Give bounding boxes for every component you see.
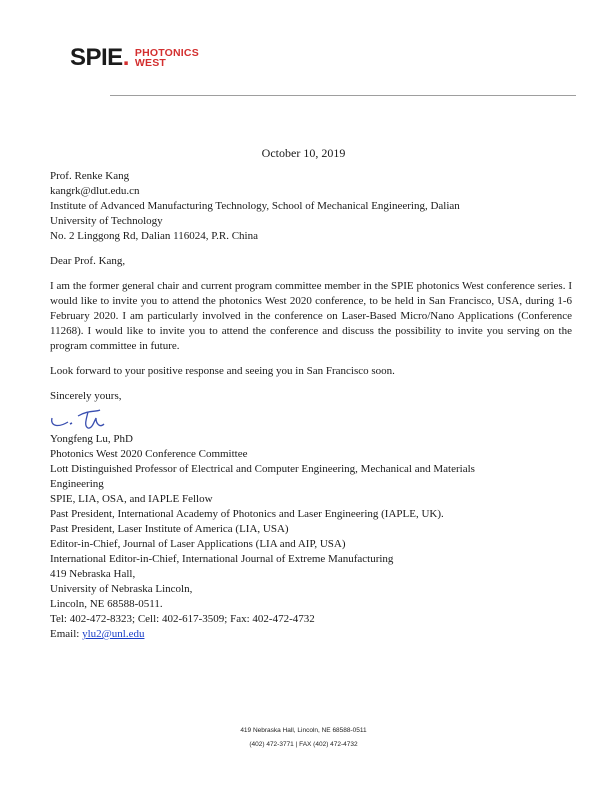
signer-line: 419 Nebraska Hall, xyxy=(50,568,136,580)
signer-line: Lott Distinguished Professor of Electrical and Computer Engineering, Mechanical and Materials xyxy=(50,463,475,475)
email-link[interactable]: ylu2@unl.edu xyxy=(82,628,145,640)
recipient-line: Prof. Renke Kang xyxy=(50,170,130,182)
signer-line: Yongfeng Lu, PhD xyxy=(50,433,133,445)
letter-date: October 10, 2019 xyxy=(261,146,346,160)
closing: Sincerely yours, xyxy=(50,390,122,402)
signature-icon xyxy=(48,404,138,432)
signer-line: Photonics West 2020 Conference Committee xyxy=(50,448,248,460)
logo-event-line1: PHOTONICS xyxy=(134,46,199,59)
signer-line: University of Nebraska Lincoln, xyxy=(50,583,193,595)
paragraph-closing-remark: Look forward to your positive response and seeing you in San Francisco soon. xyxy=(50,365,395,377)
recipient-line: University of Technology xyxy=(50,215,163,227)
signer-line: Engineering xyxy=(50,478,104,490)
letter-body xyxy=(50,169,572,642)
email-label: Email: xyxy=(50,628,83,640)
paragraph-invitation: I am the former general chair and current program committee member in the SPIE photonics West conference series. I would like to invite you to attend the photonics West 2020 conference, to be held in San Francisco, USA, during 1-6 February 2020. I am particularly involved in the conference on Laser-Based Micro/Nano Applications (Conference 11268). I would like to invite you to attend the conference and discuss the possibility to invite you serving on the program committee in future. xyxy=(50,280,572,352)
logo-event-name xyxy=(135,48,199,69)
letterhead-logo xyxy=(70,38,199,78)
recipient-line: kangrk@dlut.edu.cn xyxy=(50,185,140,197)
signer-line: Past President, International Academy of Photonics and Laser Engineering (IAPLE, UK). xyxy=(50,508,444,520)
signer-line: SPIE, LIA, OSA, and IAPLE Fellow xyxy=(50,493,213,505)
logo-event-line2: WEST xyxy=(134,57,167,69)
letter-footer xyxy=(0,724,607,752)
logo-spie: SPIE. xyxy=(70,44,129,71)
salutation: Dear Prof. Kang, xyxy=(50,255,126,267)
signer-line: International Editor-in-Chief, International Journal of Extreme Manufacturing xyxy=(50,553,394,565)
signer-line: Tel: 402-472-8323; Cell: 402-617-3509; Fax: 402-472-4732 xyxy=(50,613,315,625)
handwritten-signature xyxy=(50,404,572,432)
signer-line: Editor-in-Chief, Journal of Laser Applications (LIA and AIP, USA) xyxy=(50,538,346,550)
footer-address: 419 Nebraska Hall, Lincoln, NE 68588-0511 xyxy=(240,727,367,734)
email-line xyxy=(50,627,572,642)
footer-phone: (402) 472-3771 | FAX (402) 472-4732 xyxy=(249,741,358,748)
signer-block xyxy=(50,432,572,642)
signer-line: Past President, Laser Institute of America (LIA, USA) xyxy=(50,523,289,535)
recipient-block xyxy=(50,169,572,244)
recipient-line: No. 2 Linggong Rd, Dalian 116024, P.R. China xyxy=(50,230,258,242)
header-divider xyxy=(110,95,576,96)
recipient-line: Institute of Advanced Manufacturing Technology, School of Mechanical Engineering, Dalian xyxy=(50,200,460,212)
signer-line: Lincoln, NE 68588-0511. xyxy=(50,598,163,610)
